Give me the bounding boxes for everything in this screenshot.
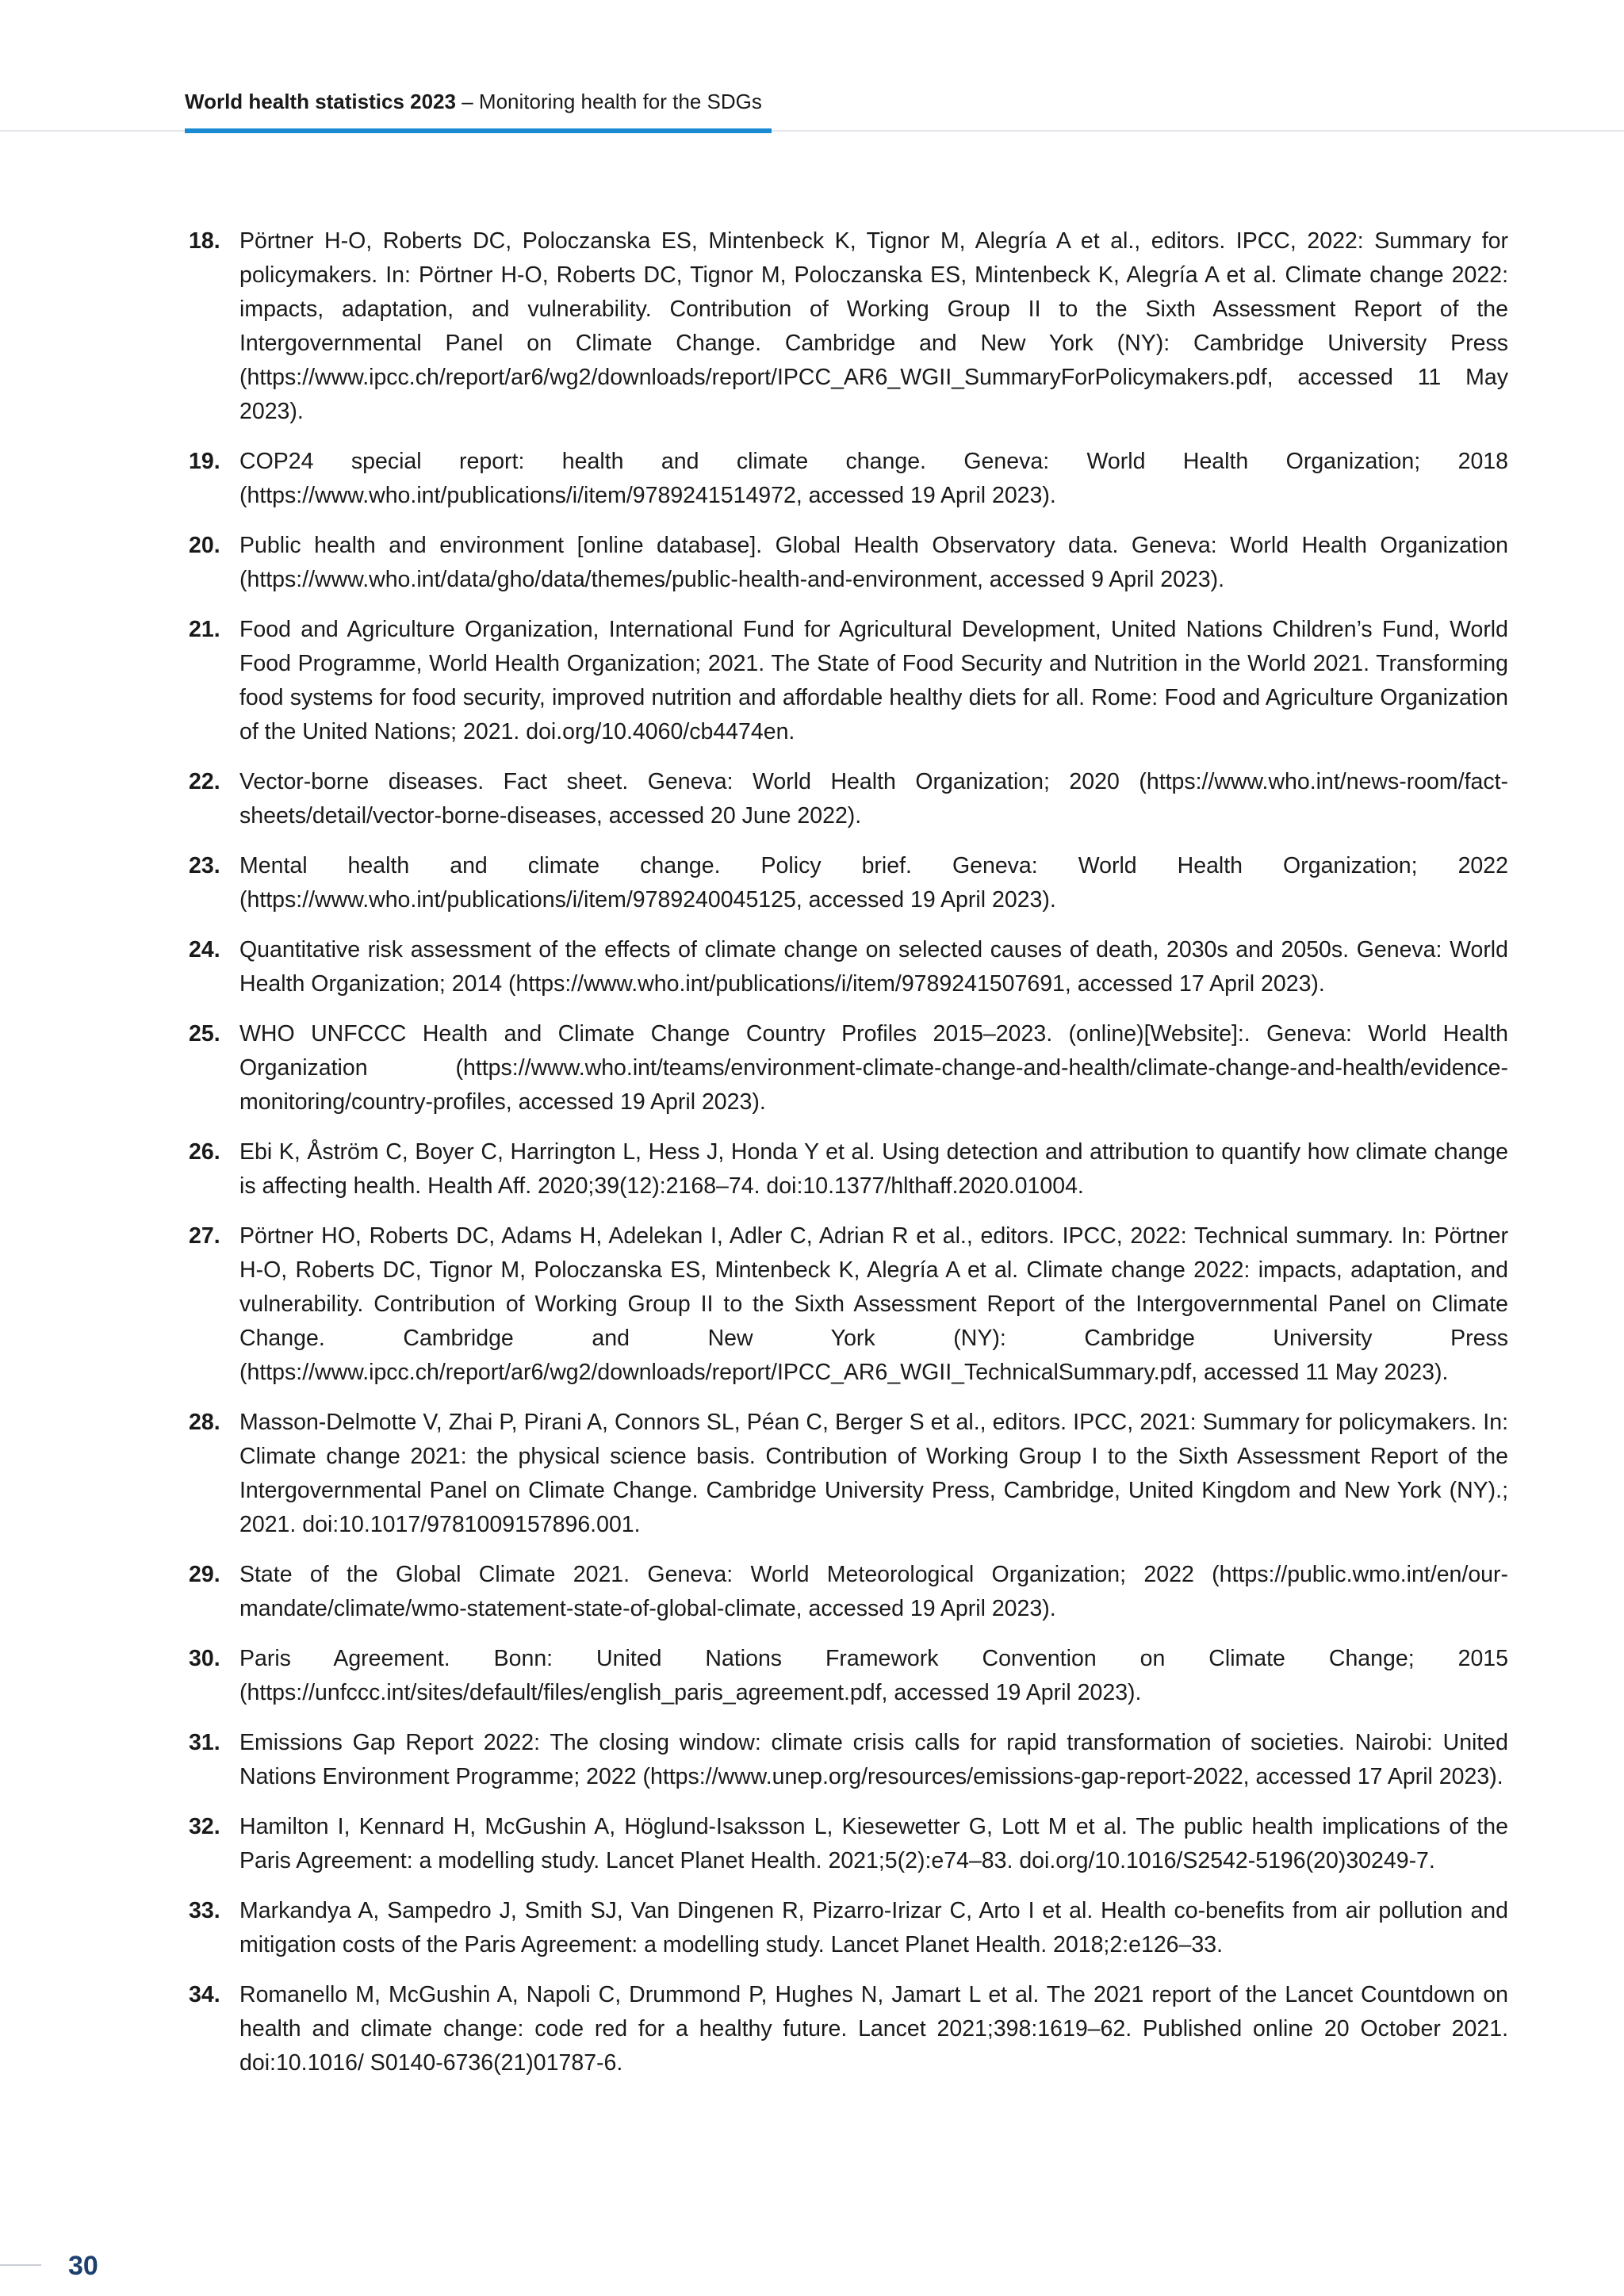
reference-item: [189, 1219, 1508, 1390]
report-title: World health statistics 2023: [185, 90, 456, 113]
reference-text: Romanello M, McGushin A, Napoli C, Drummond P, Hughes N, Jamart L et al. The 2021 report of the Lancet Countdown on health and climate change: code red for a healthy future. Lancet 2021;398:1619–62. Published online 20 October 2021. doi:10.1016/ S0140-6736(21)01787-6.: [239, 1982, 1508, 2076]
reference-item: [189, 1894, 1508, 1962]
reference-number: 22.: [189, 769, 220, 794]
reference-item: [189, 613, 1508, 749]
reference-text: Masson-Delmotte V, Zhai P, Pirani A, Connors SL, Péan C, Berger S et al., editors. IPCC, 2021: Summary for policymakers. In: Climate change 2021: the physical science basis. Contribution of Working Group I to the Sixth Assessment Report of the Intergovernmental Panel on Climate Change. Cambridge University Press, Cambridge, United Kingdom and New York (NY).; 2021. doi:10.1017/9781009157896.001.: [239, 1410, 1508, 1537]
reference-text: Mental health and climate change. Policy brief. Geneva: World Health Organization; 2022 (https://www.who.int/publications/i/item/9789240045125, accessed 19 April 2023).: [239, 853, 1508, 913]
reference-item: [189, 765, 1508, 833]
reference-item: [189, 1406, 1508, 1542]
header-accent-bar: [185, 128, 772, 133]
reference-item: [189, 1017, 1508, 1119]
reference-item: [189, 1642, 1508, 1710]
reference-item: [189, 529, 1508, 597]
reference-item: [189, 1558, 1508, 1626]
reference-number: 33.: [189, 1898, 220, 1923]
page-header: [0, 0, 1624, 135]
reference-item: [189, 224, 1508, 429]
reference-number: 30.: [189, 1646, 220, 1671]
reference-number: 26.: [189, 1139, 220, 1165]
reference-item: [189, 1726, 1508, 1794]
reference-text: Paris Agreement. Bonn: United Nations Framework Convention on Climate Change; 2015 (https://unfccc.int/sites/default/files/english_paris_agreement.pdf, accessed 19 April 2023).: [239, 1646, 1508, 1705]
reference-text: Food and Agriculture Organization, International Fund for Agricultural Development, United Nations Children’s Fund, World Food Programme, World Health Organization; 2021. The State of Food Security and Nutrition in the World 2021. Transforming food systems for food security, improved nutrition and affordable healthy diets for all. Rome: Food and Agriculture Organization of the United Nations; 2021. doi.org/10.4060/cb4474en.: [239, 617, 1508, 744]
report-subtitle: Monitoring health for the SDGs: [478, 90, 762, 113]
reference-number: 31.: [189, 1730, 220, 1755]
reference-text: COP24 special report: health and climate change. Geneva: World Health Organization; 2018 (https://www.who.int/publications/i/item/9789241514972, accessed 19 April 2023).: [239, 449, 1508, 508]
reference-number: 24.: [189, 937, 220, 962]
running-header-title: [185, 89, 762, 114]
reference-text: State of the Global Climate 2021. Geneva: World Meteorological Organization; 2022 (https://public.wmo.int/en/our-mandate/climate/wmo-statement-state-of-global-climate, accessed 19 April 2023).: [239, 1562, 1508, 1621]
reference-text: Pörtner HO, Roberts DC, Adams H, Adelekan I, Adler C, Adrian R et al., editors. IPCC, 2022: Technical summary. In: Pörtner H-O, Roberts DC, Tignor M, Poloczanska ES, Mintenbeck K, Alegría A et al. Climate change 2022: impacts, adaptation, and vulnerability. Contribution of Working Group II to the Sixth Assessment Report of the Intergovernmental Panel on Climate Change. Cambridge and New York (NY): Cambridge University Press (https://www.ipcc.ch/report/ar6/wg2/downloads/report/IPCC_AR6_WGII_TechnicalSummary.pdf, accessed 11 May 2023).: [239, 1223, 1508, 1385]
reference-number: 21.: [189, 617, 220, 642]
reference-text: Public health and environment [online database]. Global Health Observatory data. Geneva: World Health Organization (https://www.who.int/data/gho/data/themes/public-health-and-environment, accessed 9 April 2023).: [239, 533, 1508, 592]
reference-number: 18.: [189, 228, 220, 254]
reference-number: 29.: [189, 1562, 220, 1587]
reference-item: [189, 445, 1508, 513]
reference-number: 19.: [189, 449, 220, 474]
reference-number: 32.: [189, 1814, 220, 1839]
page-number: 30: [68, 2251, 98, 2281]
title-separator: –: [455, 90, 479, 113]
reference-number: 28.: [189, 1410, 220, 1435]
reference-text: WHO UNFCCC Health and Climate Change Country Profiles 2015–2023. (online)[Website]:. Geneva: World Health Organization (https://www.who.int/teams/environment-climate-change-and-health/climate-change-and-health/evidence-monitoring/country-profiles, accessed 19 April 2023).: [239, 1021, 1508, 1115]
footer-divider: [0, 2264, 41, 2266]
reference-item: [189, 1978, 1508, 2080]
reference-text: Hamilton I, Kennard H, McGushin A, Höglund-Isaksson L, Kiesewetter G, Lott M et al. The public health implications of the Paris Agreement: a modelling study. Lancet Planet Health. 2021;5(2):e74–83. doi.org/10.1016/S2542-5196(20)30249-7.: [239, 1814, 1508, 1873]
reference-text: Ebi K, Åström C, Boyer C, Harrington L, Hess J, Honda Y et al. Using detection and attribution to quantify how climate change is affecting health. Health Aff. 2020;39(12):2168–74. doi:10.1377/hlthaff.2020.01004.: [239, 1139, 1508, 1199]
reference-text: Emissions Gap Report 2022: The closing window: climate crisis calls for rapid transformation of societies. Nairobi: United Nations Environment Programme; 2022 (https://www.unep.org/resources/emissions-gap-report-2022, accessed 17 April 2023).: [239, 1730, 1508, 1789]
reference-text: Vector-borne diseases. Fact sheet. Geneva: World Health Organization; 2020 (https://www.who.int/news-room/fact-sheets/detail/vector-borne-diseases, accessed 20 June 2022).: [239, 769, 1508, 828]
reference-text: Pörtner H-O, Roberts DC, Poloczanska ES, Mintenbeck K, Tignor M, Alegría A et al., editors. IPCC, 2022: Summary for policymakers. In: Pörtner H-O, Roberts DC, Tignor M, Poloczanska ES, Mintenbeck K, Alegría A et al. Climate change 2022: impacts, adaptation, and vulnerability. Contribution of Working Group II to the Sixth Assessment Report of the Intergovernmental Panel on Climate Change. Cambridge and New York (NY): Cambridge University Press (https://www.ipcc.ch/report/ar6/wg2/downloads/report/IPCC_AR6_WGII_SummaryForPolicymakers.pdf, accessed 11 May 2023).: [239, 228, 1508, 424]
reference-number: 25.: [189, 1021, 220, 1047]
reference-number: 27.: [189, 1223, 220, 1249]
reference-number: 20.: [189, 533, 220, 558]
reference-item: [189, 1135, 1508, 1203]
reference-text: Markandya A, Sampedro J, Smith SJ, Van Dingenen R, Pizarro-Irizar C, Arto I et al. Health co-benefits from air pollution and mitigation costs of the Paris Agreement: a modelling study. Lancet Planet Health. 2018;2:e126–33.: [239, 1898, 1508, 1957]
reference-item: [189, 1810, 1508, 1878]
reference-item: [189, 933, 1508, 1001]
reference-number: 23.: [189, 853, 220, 878]
reference-item: [189, 849, 1508, 917]
reference-list: [189, 224, 1508, 2096]
reference-text: Quantitative risk assessment of the effects of climate change on selected causes of death, 2030s and 2050s. Geneva: World Health Organization; 2014 (https://www.who.int/publications/i/item/9789241507691, accessed 17 April 2023).: [239, 937, 1508, 997]
reference-number: 34.: [189, 1982, 220, 2007]
